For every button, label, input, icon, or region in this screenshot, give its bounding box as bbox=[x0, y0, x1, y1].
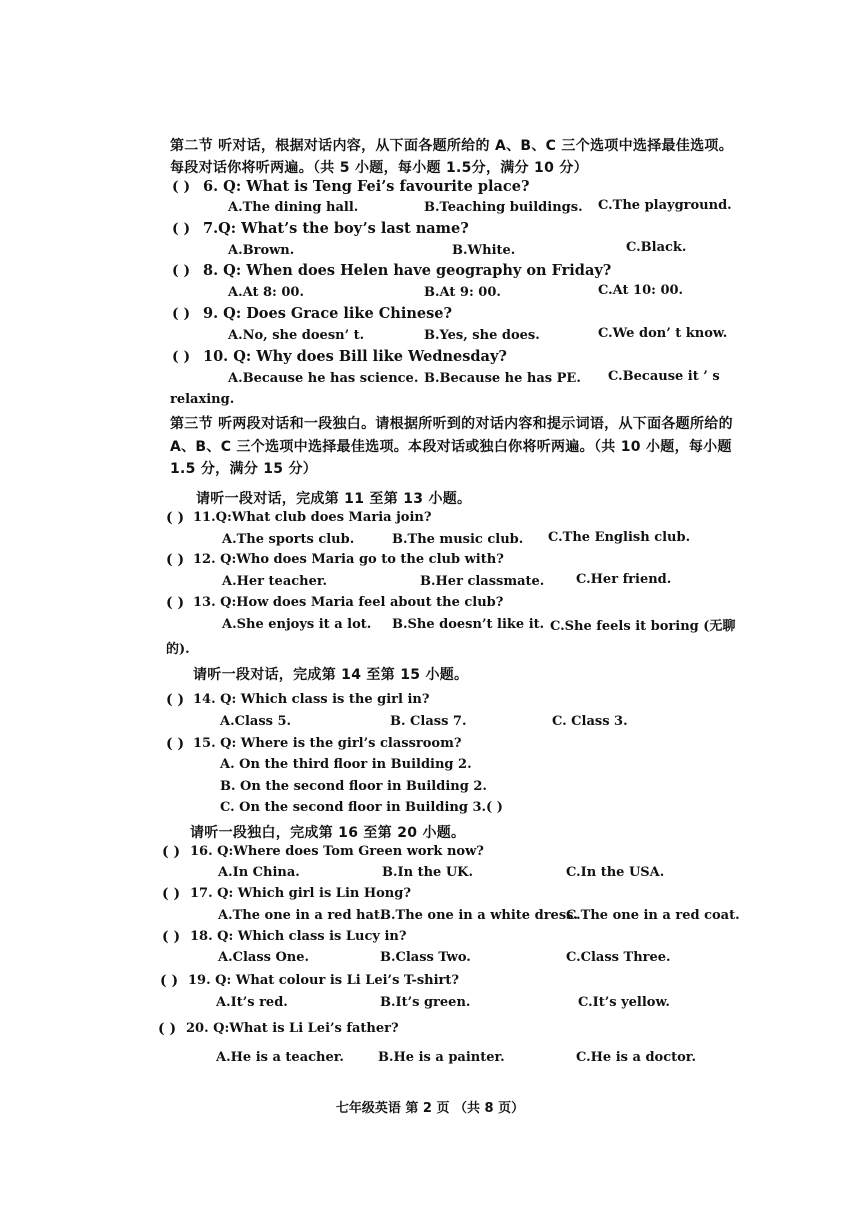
section3-intro-line2: A、B、C 三个选项中选择最佳选项。本段对话或独白你将听两遍。（共 10 小题，每小题 bbox=[170, 439, 732, 455]
question-14: 14. Q: Which class is the girl in? bbox=[193, 692, 430, 707]
option-c: C.At 10: 00. bbox=[598, 283, 684, 298]
answer-paren[interactable]: ( ) bbox=[158, 1021, 177, 1037]
question-17: 17. Q: Which girl is Lin Hong? bbox=[190, 886, 411, 901]
option-b: B.White. bbox=[452, 243, 516, 258]
answer-paren[interactable]: ( ) bbox=[160, 973, 179, 989]
question-13: 13. Q:How does Maria feel about the club? bbox=[193, 595, 504, 610]
option-c-wrap: relaxing. bbox=[170, 392, 235, 407]
section2-intro-line2: 每段对话你将听两遍。（共 5 小题，每小题 1.5分，满分 10 分） bbox=[170, 160, 588, 176]
option-c: C.In the USA. bbox=[566, 865, 665, 880]
question-8: 8. Q: When does Helen have geography on Friday? bbox=[203, 262, 612, 279]
option-b: B.It’s green. bbox=[380, 995, 471, 1010]
option-c: C. Class 3. bbox=[552, 714, 628, 729]
option-a: A.The dining hall. bbox=[228, 200, 359, 215]
option-c: C.She feels it boring (无聊 bbox=[550, 619, 736, 634]
option-a: A.Class 5. bbox=[220, 714, 292, 729]
option-a: A.Because he has science. bbox=[228, 371, 419, 386]
section3-intro-line1: 第三节 听两段对话和一段独白。请根据所听到的对话内容和提示词语，从下面各题所给的 bbox=[170, 416, 733, 432]
answer-paren[interactable]: ( ) bbox=[172, 221, 191, 237]
option-b: B.She doesn’t like it. bbox=[392, 617, 545, 632]
option-c: C.Her friend. bbox=[576, 572, 672, 587]
option-a: A.The one in a red hat. bbox=[218, 908, 385, 923]
question-10: 10. Q: Why does Bill like Wednesday? bbox=[203, 348, 507, 365]
question-18: 18. Q: Which class is Lucy in? bbox=[190, 929, 407, 944]
option-c: C.We don’ t know. bbox=[598, 326, 728, 341]
part3-title: 请听一段独白，完成第 16 至第 20 小题。 bbox=[190, 825, 466, 841]
option-a: A.In China. bbox=[218, 865, 300, 880]
answer-paren[interactable]: ( ) bbox=[172, 179, 191, 195]
question-9: 9. Q: Does Grace like Chinese? bbox=[203, 305, 452, 322]
option-b: B.Her classmate. bbox=[420, 574, 545, 589]
option-b: B.Because he has PE. bbox=[424, 371, 581, 386]
option-a: A.The sports club. bbox=[222, 532, 355, 547]
option-b: B.The music club. bbox=[392, 532, 524, 547]
option-c: C.The one in a red coat. bbox=[566, 908, 740, 923]
option-b: B.At 9: 00. bbox=[424, 285, 501, 300]
option-a: A.Brown. bbox=[228, 243, 295, 258]
section3-intro-line3: 1.5 分，满分 15 分） bbox=[170, 461, 318, 477]
option-b: B.Yes, she does. bbox=[424, 328, 540, 343]
option-a: A.Class One. bbox=[218, 950, 310, 965]
page-footer: 七年级英语 第 2 页 （共 8 页） bbox=[335, 1101, 525, 1116]
option-a: A.It’s red. bbox=[216, 995, 288, 1010]
option-b: B.He is a painter. bbox=[378, 1050, 505, 1065]
question-12: 12. Q:Who does Maria go to the club with? bbox=[193, 552, 504, 567]
option-c: C.Class Three. bbox=[566, 950, 671, 965]
question-6: 6. Q: What is Teng Fei’s favourite place? bbox=[203, 178, 530, 195]
option-b: B.The one in a white dress. bbox=[380, 908, 578, 923]
question-7: 7.Q: What’s the boy’s last name? bbox=[203, 220, 469, 237]
answer-paren[interactable]: ( ) bbox=[162, 886, 181, 902]
answer-paren[interactable]: ( ) bbox=[172, 263, 191, 279]
option-c: C.It’s yellow. bbox=[578, 995, 670, 1010]
option-b: B.In the UK. bbox=[382, 865, 473, 880]
option-c: C. On the second floor in Building 3.( ) bbox=[220, 800, 503, 815]
option-c: C.The playground. bbox=[598, 198, 732, 213]
option-a: A.No, she doesn’ t. bbox=[228, 328, 365, 343]
option-a: A.He is a teacher. bbox=[216, 1050, 344, 1065]
option-a: A.At 8: 00. bbox=[228, 285, 304, 300]
answer-paren[interactable]: ( ) bbox=[166, 692, 185, 708]
answer-paren[interactable]: ( ) bbox=[166, 736, 185, 752]
question-20: 20. Q:What is Li Lei’s father? bbox=[186, 1021, 399, 1036]
answer-paren[interactable]: ( ) bbox=[172, 349, 191, 365]
option-b: B.Teaching buildings. bbox=[424, 200, 583, 215]
question-19: 19. Q: What colour is Li Lei’s T-shirt? bbox=[188, 973, 460, 988]
option-a: A.She enjoys it a lot. bbox=[222, 617, 372, 632]
option-b: B.Class Two. bbox=[380, 950, 471, 965]
part1-title: 请听一段对话，完成第 11 至第 13 小题。 bbox=[196, 491, 472, 507]
part2-title: 请听一段对话，完成第 14 至第 15 小题。 bbox=[193, 667, 469, 683]
option-b: B. On the second floor in Building 2. bbox=[220, 779, 487, 794]
answer-paren[interactable]: ( ) bbox=[166, 552, 185, 568]
option-c: C.Because it ’ s bbox=[608, 369, 720, 384]
question-15: 15. Q: Where is the girl’s classroom? bbox=[193, 736, 462, 751]
section2-intro-line1: 第二节 听对话，根据对话内容，从下面各题所给的 A、B、C 三个选项中选择最佳选项。 bbox=[170, 138, 733, 154]
question-11: 11.Q:What club does Maria join? bbox=[193, 510, 432, 525]
option-c: C.Black. bbox=[626, 240, 687, 255]
option-c: C.He is a doctor. bbox=[576, 1050, 696, 1065]
option-c-wrap: 的). bbox=[166, 642, 190, 657]
option-b: B. Class 7. bbox=[390, 714, 467, 729]
answer-paren[interactable]: ( ) bbox=[166, 510, 185, 526]
answer-paren[interactable]: ( ) bbox=[162, 929, 181, 945]
option-c: C.The English club. bbox=[548, 530, 691, 545]
answer-paren[interactable]: ( ) bbox=[172, 306, 191, 322]
question-16: 16. Q:Where does Tom Green work now? bbox=[190, 844, 484, 859]
option-a: A. On the third floor in Building 2. bbox=[220, 757, 472, 772]
option-a: A.Her teacher. bbox=[222, 574, 328, 589]
answer-paren[interactable]: ( ) bbox=[166, 595, 185, 611]
answer-paren[interactable]: ( ) bbox=[162, 844, 181, 860]
